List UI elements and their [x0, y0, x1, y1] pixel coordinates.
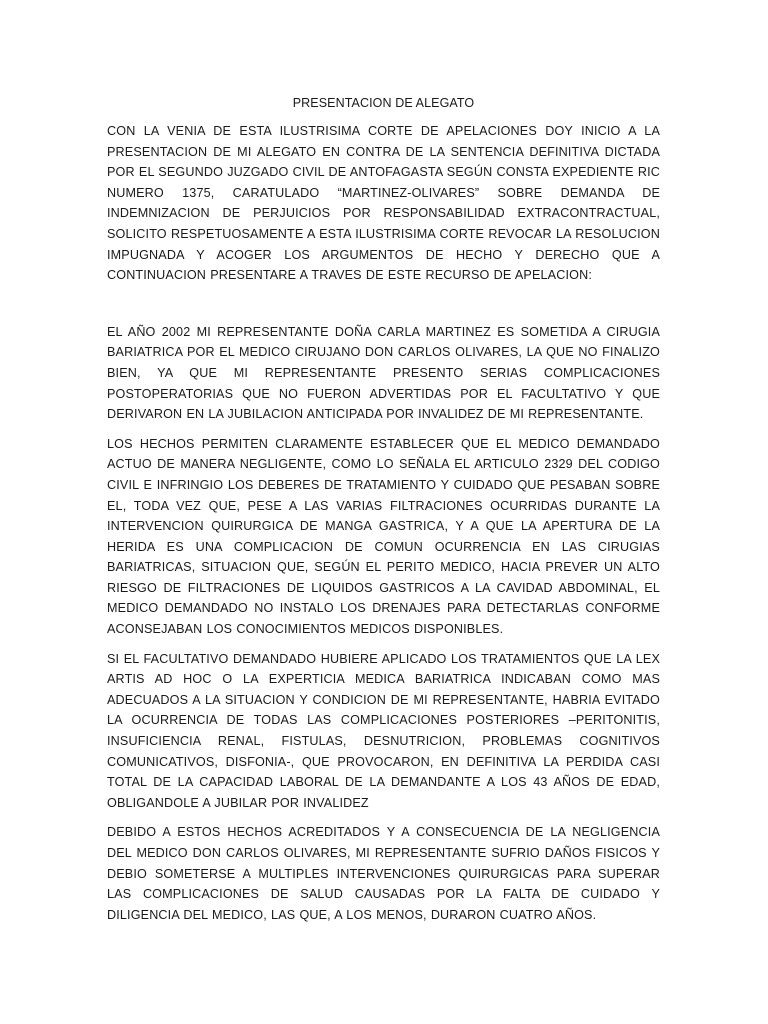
paragraph-lex-artis: SI EL FACULTATIVO DEMANDADO HUBIERE APLICADO LOS TRATAMIENTOS QUE LA LEX ARTIS AD HOC O LA EXPERTICIA MEDICA BARIATRICA INDICABAN COMO MAS ADECUADOS A LA SITUACION Y CONDICION DE MI REPRESENTANTE, HABRIA EVITADO LA OCURRENCIA DE TODAS LAS COMPLICACIONES POSTERIORES –PERITONITIS, INSUFICIENCIA RENAL, FISTULAS, DESNUTRICION, PROBLEMAS COGNITIVOS COMUNICATIVOS, DISFONIA-, QUE PROVOCARON, EN DEFINITIVA LA PERDIDA CASI TOTAL DE LA CAPACIDAD LABORAL DE LA DEMANDANTE A LOS 43 AÑOS DE EDAD, OBLIGANDOLE A JUBILAR POR INVALIDEZ: [107, 651, 660, 810]
document-page: [107, 93, 660, 934]
document-title: PRESENTACION DE ALEGATO: [292, 96, 475, 110]
paragraph-intro: CON LA VENIA DE ESTA ILUSTRISIMA CORTE DE APELACIONES DOY INICIO A LA PRESENTACION DE MI ALEGATO EN CONTRA DE LA SENTENCIA DEFINITIVA DICTADA POR EL SEGUNDO JUZGADO CIVIL DE ANTOFAGASTA SEGÚN CONSTA EXPEDIENTE RIC NUMERO 1375, CARATULADO “MARTINEZ-OLIVARES” SOBRE DEMANDA DE INDEMNIZACION DE PERJUICIOS POR RESPONSABILIDAD EXTRACONTRACTUAL, SOLICITO RESPETUOSAMENTE A ESTA ILUSTRISIMA CORTE REVOCAR LA RESOLUCION IMPUGNADA Y ACOGER LOS ARGUMENTOS DE HECHO Y DERECHO QUE A CONTINUACION PRESENTARE A TRAVES DE ESTE RECURSO DE APELACION:: [107, 124, 660, 283]
paragraph-facts: EL AÑO 2002 MI REPRESENTANTE DOÑA CARLA MARTINEZ ES SOMETIDA A CIRUGIA BARIATRICA POR EL MEDICO CIRUJANO DON CARLOS OLIVARES, LA QUE NO FINALIZO BIEN, YA QUE MI REPRESENTANTE PRESENTO SERIAS COMPLICACIONES POSTOPERATORIAS QUE NO FUERON ADVERTIDAS POR EL FACULTATIVO Y QUE DERIVARON EN LA JUBILACION ANTICIPADA POR INVALIDEZ DE MI REPRESENTANTE.: [107, 324, 660, 422]
paragraph-negligence: LOS HECHOS PERMITEN CLARAMENTE ESTABLECER QUE EL MEDICO DEMANDADO ACTUO DE MANERA NEGLIGENTE, COMO LO SEÑALA EL ARTICULO 2329 DEL CODIGO CIVIL E INFRINGIO LOS DEBERES DE TRATAMIENTO Y CUIDADO QUE PESABAN SOBRE EL, TODA VEZ QUE, PESE A LAS VARIAS FILTRACIONES OCURRIDAS DURANTE LA INTERVENCION QUIRURGICA DE MANGA GASTRICA, Y A QUE LA APERTURA DE LA HERIDA ES UNA COMPLICACION DE COMUN OCURRENCIA EN LAS CIRUGIAS BARIATRICAS, SITUACION QUE, SEGÚN EL PERITO MEDICO, HACIA PREVER UN ALTO RIESGO DE FILTRACIONES DE LIQUIDOS GASTRICOS A LA CAVIDAD ABDOMINAL, EL MEDICO DEMANDADO NO INSTALO LOS DRENAJES PARA DETECTARLAS CONFORME ACONSEJABAN LOS CONOCIMIENTOS MEDICOS DISPONIBLES.: [107, 436, 660, 637]
paragraph-damages: DEBIDO A ESTOS HECHOS ACREDITADOS Y A CONSECUENCIA DE LA NEGLIGENCIA DEL MEDICO DON CARLOS OLIVARES, MI REPRESENTANTE SUFRIO DAÑOS FISICOS Y DEBIO SOMETERSE A MULTIPLES INTERVENCIONES QUIRURGICAS PARA SUPERAR LAS COMPLICACIONES DE SALUD CAUSADAS POR LA FALTA DE CUIDADO Y DILIGENCIA DEL MEDICO, LAS QUE, A LOS MENOS, DURARON CUATRO AÑOS.: [107, 825, 660, 922]
